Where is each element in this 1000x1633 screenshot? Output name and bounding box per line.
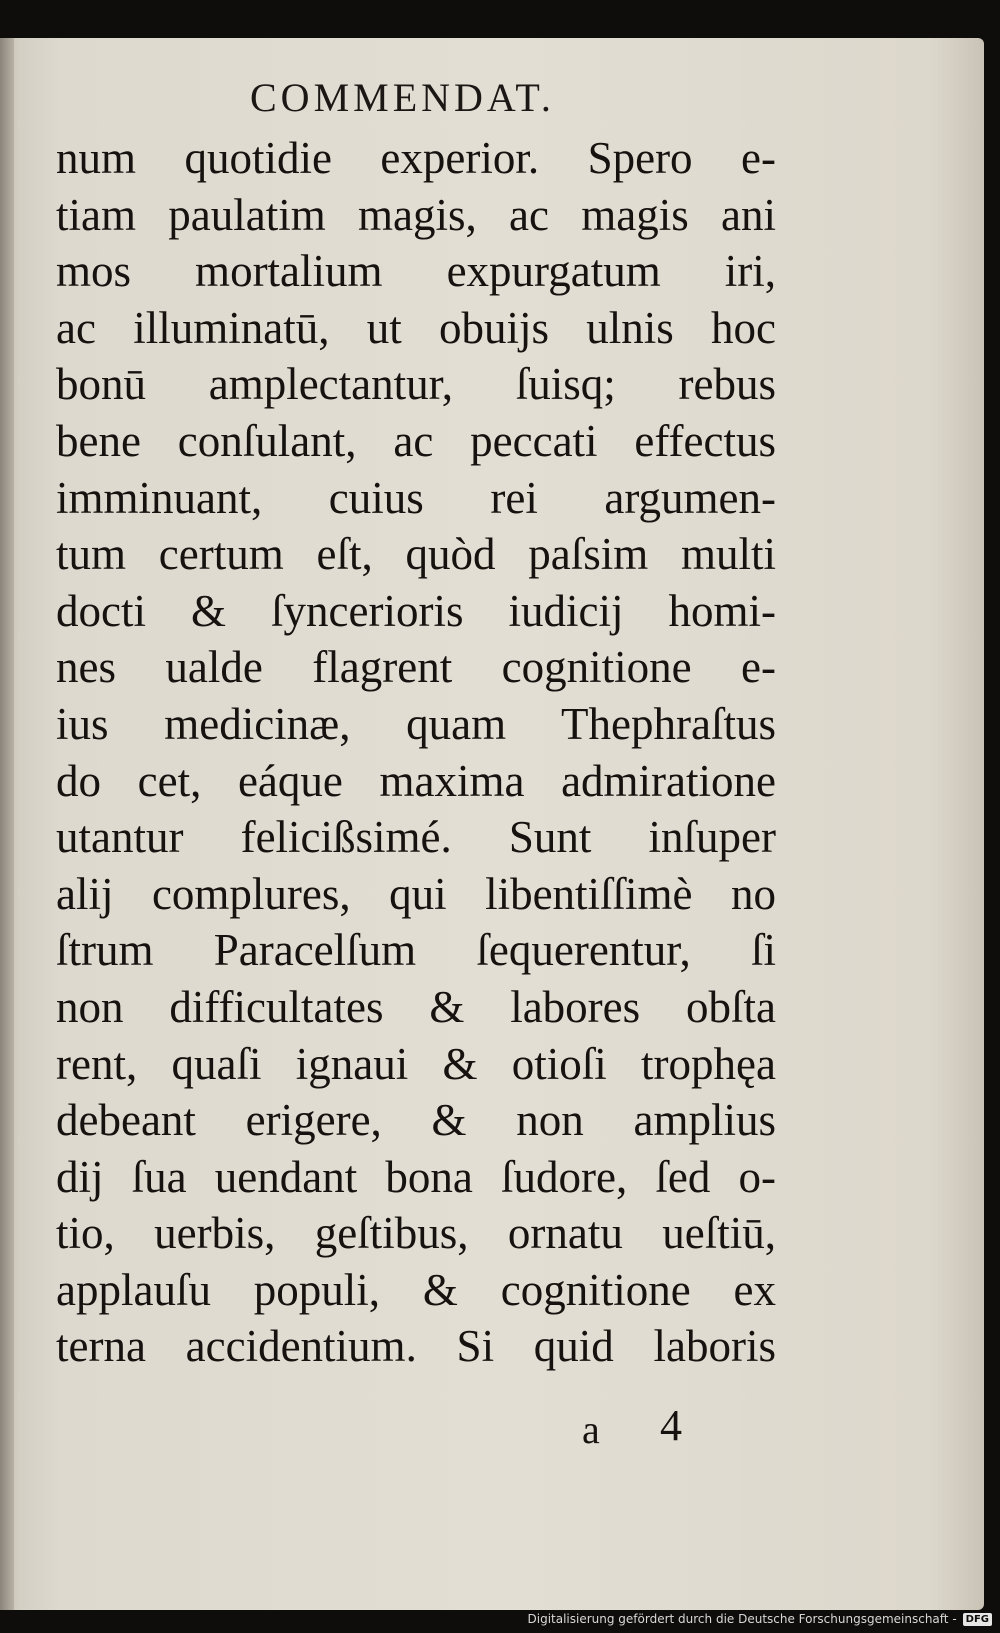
text-line: terna accidentium. Si quid laboris bbox=[56, 1321, 776, 1372]
page-gutter bbox=[0, 38, 14, 1610]
text-line: utantur felicißsimé. Sunt inſuper bbox=[56, 812, 776, 863]
text-line: bonū amplectantur, ſuisq; rebus bbox=[56, 359, 776, 410]
text-line: ac illuminatū, ut obuijs ulnis hoc bbox=[56, 302, 776, 353]
text-line: non difficultates & labores obſta bbox=[56, 981, 776, 1032]
text-line: rent, quaſi ignaui & otioſi trophęa bbox=[56, 1038, 776, 1089]
text-line: do cet, eáque maxima admiratione bbox=[56, 755, 776, 806]
text-line: num quotidie experior. Spero e- bbox=[56, 133, 776, 183]
text-line: alij complures, qui libentiſſimè no bbox=[56, 868, 776, 919]
text-line: bene conſulant, ac peccati effectus bbox=[56, 415, 776, 466]
text-line: docti & ſyncerioris iudicij homi- bbox=[56, 585, 776, 636]
folio-number: 4 bbox=[660, 1401, 682, 1450]
text-line: imminuant, cuius rei argumen- bbox=[56, 472, 776, 523]
footer bbox=[528, 1609, 993, 1629]
footer-credit: Digitalisierung gefördert durch die Deutsche Forschungsgemeinschaft - bbox=[527, 1612, 957, 1626]
text-line: ius medicinæ, quam Thephraſtus bbox=[56, 698, 776, 749]
text-line: ſtrum Paracelſum ſequerentur, ſi bbox=[56, 925, 776, 976]
text-line: dij ſua uendant bona ſudore, ſed o- bbox=[56, 1151, 776, 1202]
text-block bbox=[56, 130, 776, 1375]
text-line: mos mortalium expurgatum iri, bbox=[56, 246, 776, 297]
text-line: tum certum eſt, quòd paſsim multi bbox=[56, 529, 776, 580]
book-page bbox=[0, 38, 984, 1610]
signature-mark: a bbox=[582, 1407, 600, 1452]
dfg-logo: DFG bbox=[963, 1613, 992, 1626]
text-line: tiam paulatim magis, ac magis ani bbox=[56, 189, 776, 240]
text-line: nes ualde flagrent cognitione e- bbox=[56, 642, 776, 693]
text-line: debeant erigere, & non amplius bbox=[56, 1095, 776, 1146]
text-line: applauſu populi, & cognitione ex bbox=[56, 1264, 776, 1315]
text-line: tio, uerbis, geſtibus, ornatu ueſtiū, bbox=[56, 1208, 776, 1259]
running-head: COMMENDAT. bbox=[250, 75, 555, 120]
